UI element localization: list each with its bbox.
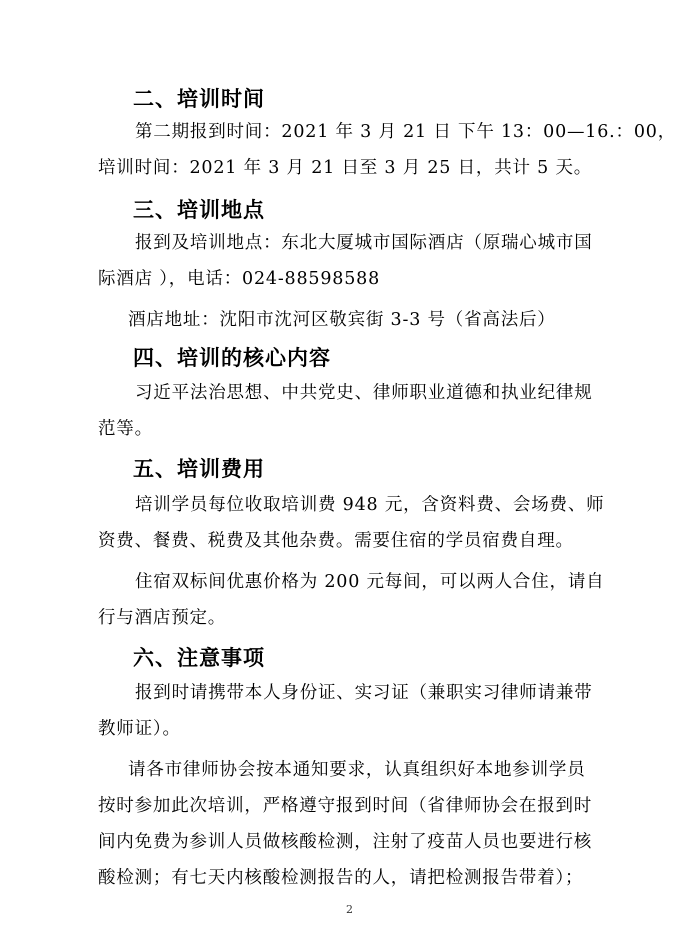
paragraph-documents — [98, 675, 593, 747]
paragraph-line: 际酒店 ），电话：024-88598588 — [98, 269, 380, 289]
paragraph-line: 范等。 — [98, 419, 153, 439]
paragraph-line: 培训时间：2021 年 3 月 21 日至 3 月 25 日，共计 5 天。 — [98, 158, 593, 178]
paragraph-line: 酒店地址：沈阳市沈河区敬宾街 3-3 号（省高法后） — [128, 310, 556, 330]
paragraph-line: 间内免费为参训人员做核酸检测，注射了疫苗人员也要进行核 — [98, 832, 593, 852]
paragraph-line: 酸检测；有七天内核酸检测报告的人，请把检测报告带着）； — [98, 868, 584, 888]
page-number: 2 — [346, 903, 353, 916]
paragraph-line: 习近平法治思想、中共党史、律师职业道德和执业纪律规 — [135, 383, 593, 403]
section-heading-core-content: 四、培训的核心内容 — [133, 346, 331, 370]
paragraph-association-requirements — [98, 752, 592, 896]
paragraph-training-location — [98, 225, 593, 297]
paragraph-line: 资费、餐费、税费及其他杂费。需要住宿的学员宿费自理。 — [98, 531, 574, 551]
paragraph-line: 报到及培训地点：东北大厦城市国际酒店（原瑞心城市国 — [135, 233, 593, 253]
paragraph-line: 住宿双标间优惠价格为 200 元每间，可以两人合住，请自 — [135, 572, 605, 592]
paragraph-core-content — [98, 375, 593, 447]
section-heading-training-location: 三、培训地点 — [133, 198, 265, 222]
paragraph-line: 教师证）。 — [98, 719, 181, 739]
paragraph-line: 培训学员每位收取培训费 948 元，含资料费、会场费、师 — [135, 495, 605, 515]
section-heading-training-fee: 五、培训费用 — [133, 457, 265, 481]
paragraph-line: 行与酒店预定。 — [98, 608, 227, 628]
paragraph-accommodation — [98, 564, 604, 636]
section-heading-notes: 六、注意事项 — [133, 646, 265, 670]
section-heading-training-time: 二、培训时间 — [133, 87, 265, 111]
paragraph-training-fee — [98, 487, 604, 559]
paragraph-line: 报到时请携带本人身份证、实习证（兼职实习律师请兼带 — [135, 683, 593, 703]
paragraph-line: 第二期报到时间：2021 年 3 月 21 日 下午 13：00—16.：00， — [135, 122, 677, 142]
paragraph-hotel-address — [98, 302, 556, 338]
paragraph-line: 按时参加此次培训，严格遵守报到时间（省律师协会在报到时 — [98, 796, 593, 816]
paragraph-line: 请各市律师协会按本通知要求，认真组织好本地参训学员 — [128, 760, 586, 780]
paragraph-training-time — [98, 114, 676, 186]
